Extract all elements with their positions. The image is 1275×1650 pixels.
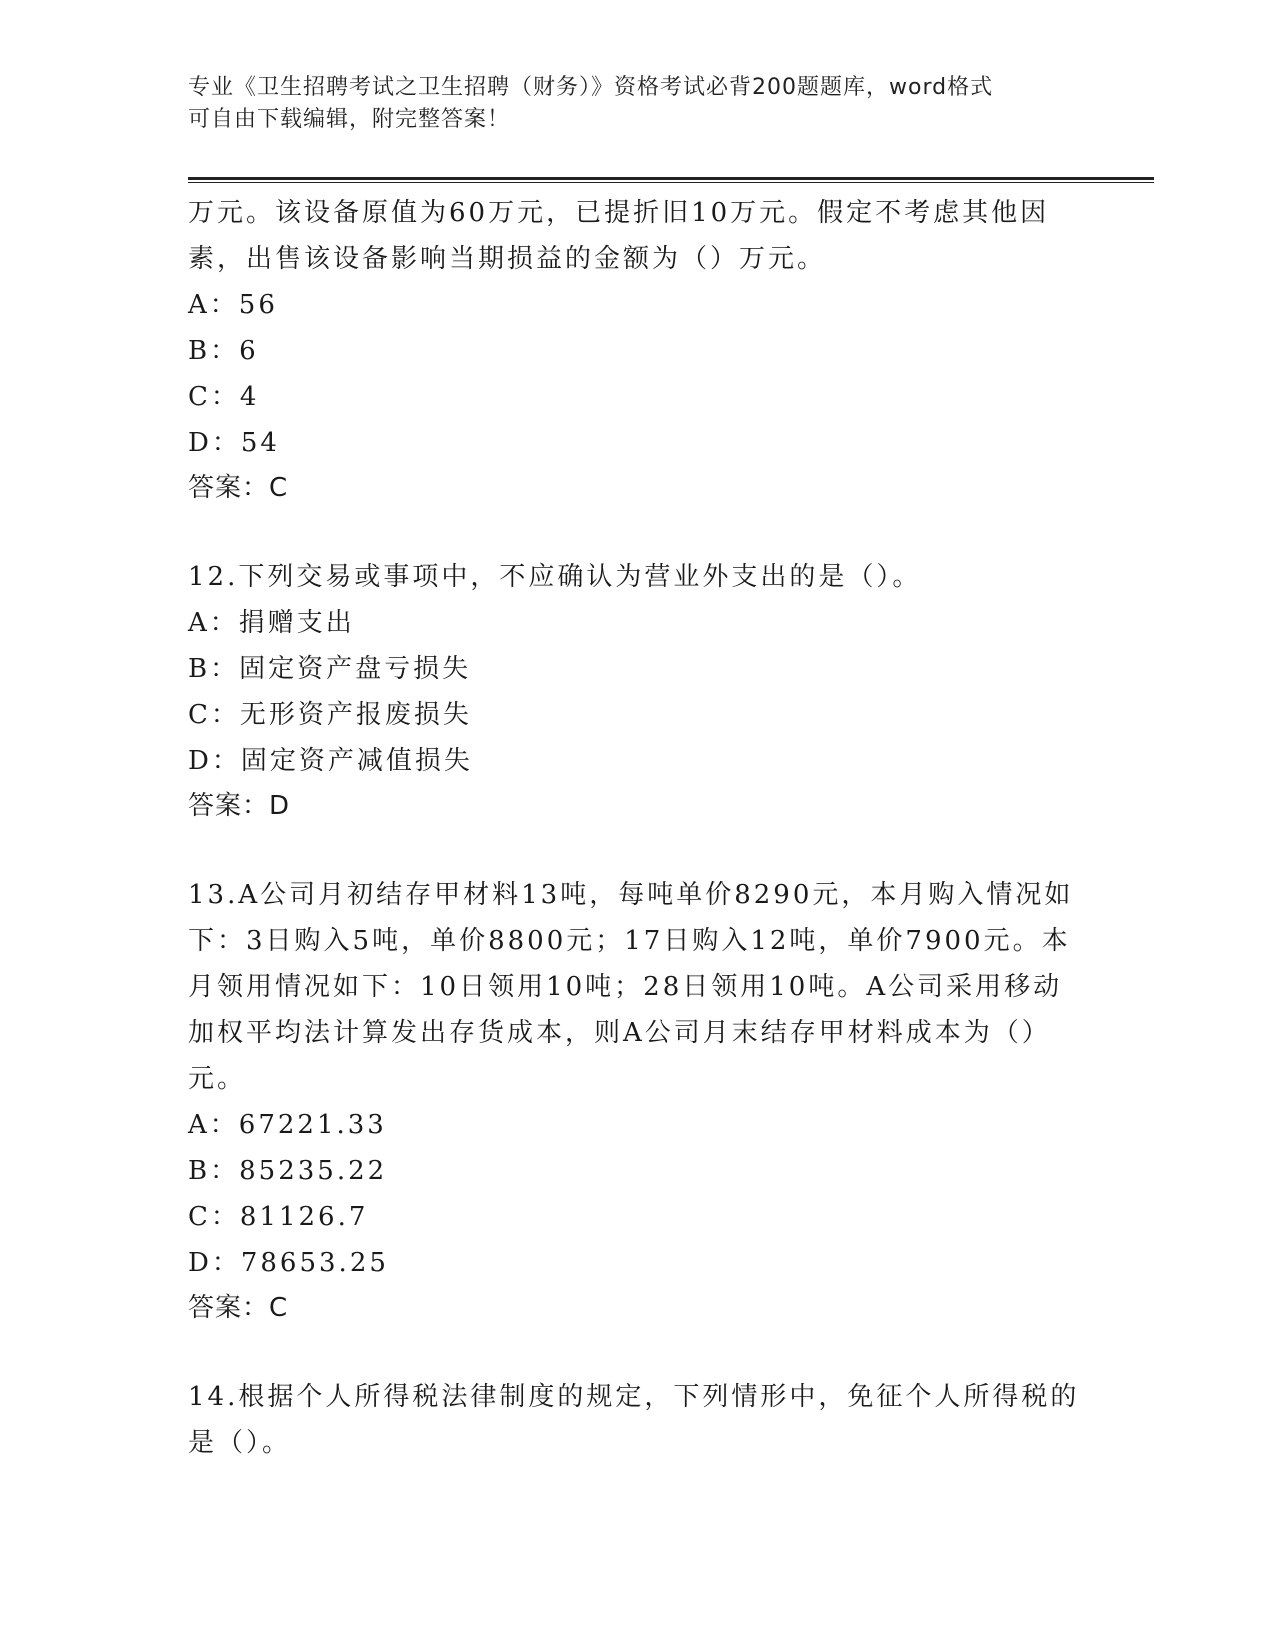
question-text-line: 元。 <box>188 1064 247 1094</box>
answer-line: 答案：C <box>188 473 289 503</box>
option-b: B：6 <box>188 336 259 366</box>
question-11 <box>188 190 1088 510</box>
question-text-line: 是（）。 <box>188 1428 292 1458</box>
question-text-line: 13.A公司月初结存甲材料13吨，每吨单价8290元，本月购入情况如 <box>188 880 1074 910</box>
option-a: A：67221.33 <box>188 1110 387 1140</box>
option-c: C：81126.7 <box>188 1202 369 1232</box>
option-a: A：56 <box>188 290 278 320</box>
question-14 <box>188 1374 1088 1466</box>
option-d: D：78653.25 <box>188 1248 389 1278</box>
question-text-line: 加权平均法计算发出存货成本，则A公司月末结存甲材料成本为（） <box>188 1018 1051 1048</box>
header-rule-thin <box>188 182 1154 183</box>
option-d: D：固定资产减值损失 <box>188 746 473 776</box>
option-b: B：固定资产盘亏损失 <box>188 654 472 684</box>
answer-line: 答案：C <box>188 1293 289 1323</box>
document-header <box>188 72 1068 136</box>
option-a: A：捐赠支出 <box>188 608 355 638</box>
header-rule-thick <box>188 177 1154 180</box>
header-line-2: 可自由下载编辑，附完整答案！ <box>188 107 511 132</box>
header-line-1: 专业《卫生招聘考试之卫生招聘（财务）》资格考试必背200题题库，word格式 <box>188 75 994 100</box>
question-text-line: 12.下列交易或事项中，不应确认为营业外支出的是（）。 <box>188 562 922 592</box>
document-body <box>188 190 1088 1466</box>
spacer <box>188 1330 1088 1374</box>
question-13 <box>188 872 1088 1330</box>
question-text-line: 万元。该设备原值为60万元，已提折旧10万元。假定不考虑其他因 <box>188 198 1050 228</box>
question-text-line: 14.根据个人所得税法律制度的规定，下列情形中，免征个人所得税的 <box>188 1382 1080 1412</box>
spacer <box>188 510 1088 554</box>
option-d: D：54 <box>188 428 280 458</box>
answer-line: 答案：D <box>188 791 291 821</box>
option-c: C：无形资产报废损失 <box>188 700 472 730</box>
question-text-line: 月领用情况如下：10日领用10吨；28日领用10吨。A公司采用移动 <box>188 972 1063 1002</box>
question-text-line: 素，出售该设备影响当期损益的金额为（）万元。 <box>188 244 827 274</box>
question-12 <box>188 554 1088 828</box>
option-b: B：85235.22 <box>188 1156 388 1186</box>
question-text-line: 下：3日购入5吨，单价8800元；17日购入12吨，单价7900元。本 <box>188 926 1071 956</box>
spacer <box>188 828 1088 872</box>
option-c: C：4 <box>188 382 260 412</box>
